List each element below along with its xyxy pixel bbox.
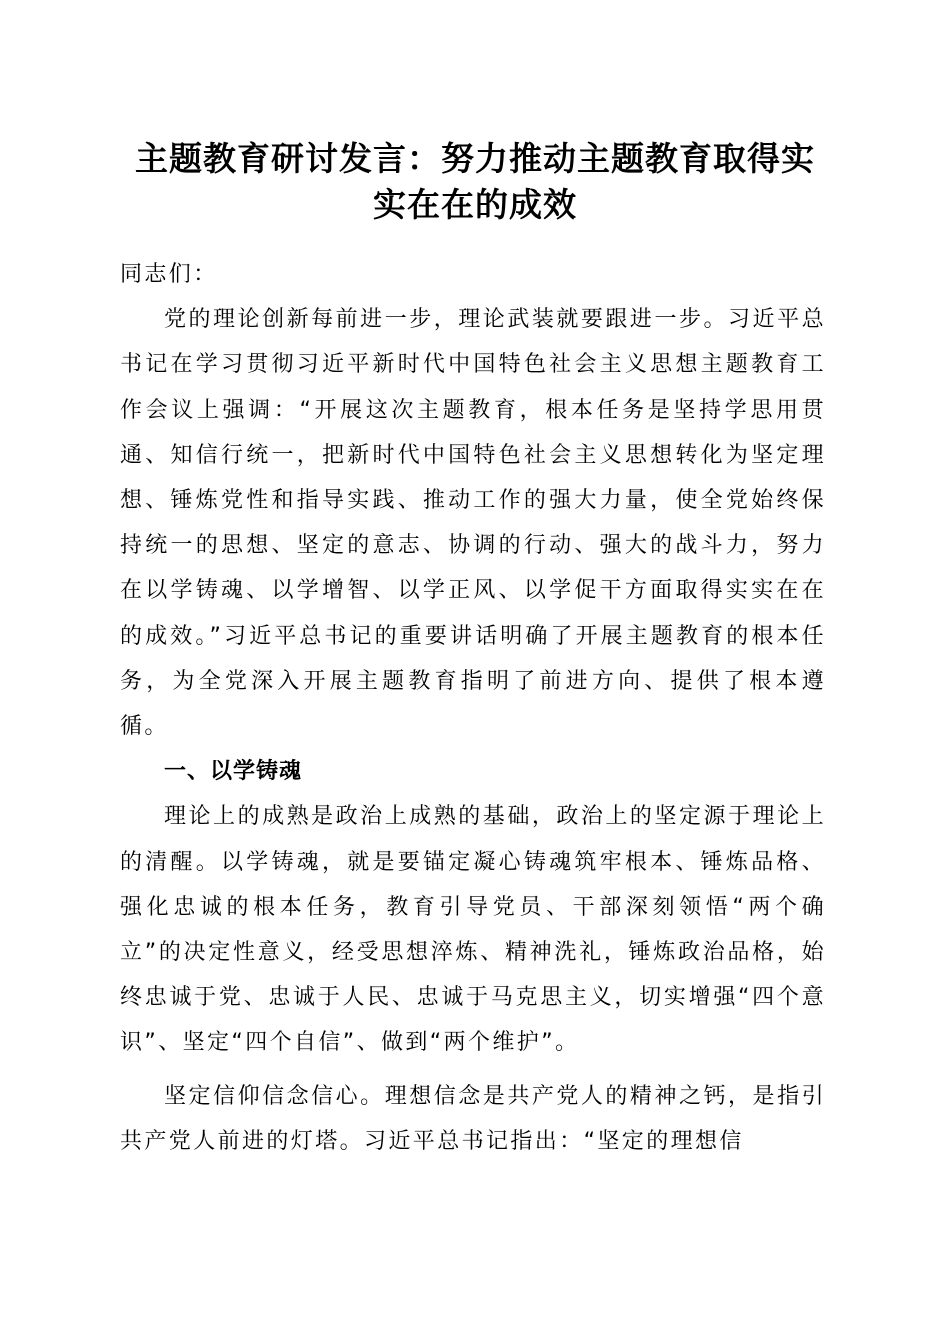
- title-line-2: 实在在的成效: [373, 185, 577, 224]
- document-body: [120, 252, 826, 1164]
- salutation: 同志们：: [120, 262, 218, 287]
- paragraph-3: 坚定信仰信念信心。理想信念是共产党人的精神之钙，是指引共产党人前进的灯塔。习近平总书记指出：“坚定的理想信: [120, 1083, 826, 1154]
- title-line-1: 主题教育研讨发言：努力推动主题教育取得实: [135, 139, 815, 178]
- section-heading-1: 一、以学铸魂: [164, 759, 303, 785]
- paragraph-2: 理论上的成熟是政治上成熟的基础，政治上的坚定源于理论上的清醒。以学铸魂，就是要锚定凝心铸魂筑牢根本、锤炼品格、强化忠诚的根本任务，教育引导党员、干部深刻领悟“两个确立”的决定性意义，经受思想淬炼、精神洗礼，锤炼政治品格，始终忠诚于党、忠诚于人民、忠诚于马克思主义，切实增强“四个意识”、坚定“四个自信”、做到“两个维护”。: [120, 804, 826, 1056]
- document-title: [110, 136, 840, 228]
- paragraph-1: 党的理论创新每前进一步，理论武装就要跟进一步。习近平总书记在学习贯彻习近平新时代中国特色社会主义思想主题教育工作会议上强调：“开展这次主题教育，根本任务是坚持学思用贯通、知信行统一，把新时代中国特色社会主义思想转化为坚定理想、锤炼党性和指导实践、推动工作的强大力量，使全党始终保持统一的思想、坚定的意志、协调的行动、强大的战斗力，努力在以学铸魂、以学增智、以学正风、以学促干方面取得实实在在的成效。”习近平总书记的重要讲话明确了开展主题教育的根本任务，为全党深入开展主题教育指明了前进方向、提供了根本遵循。: [120, 307, 826, 740]
